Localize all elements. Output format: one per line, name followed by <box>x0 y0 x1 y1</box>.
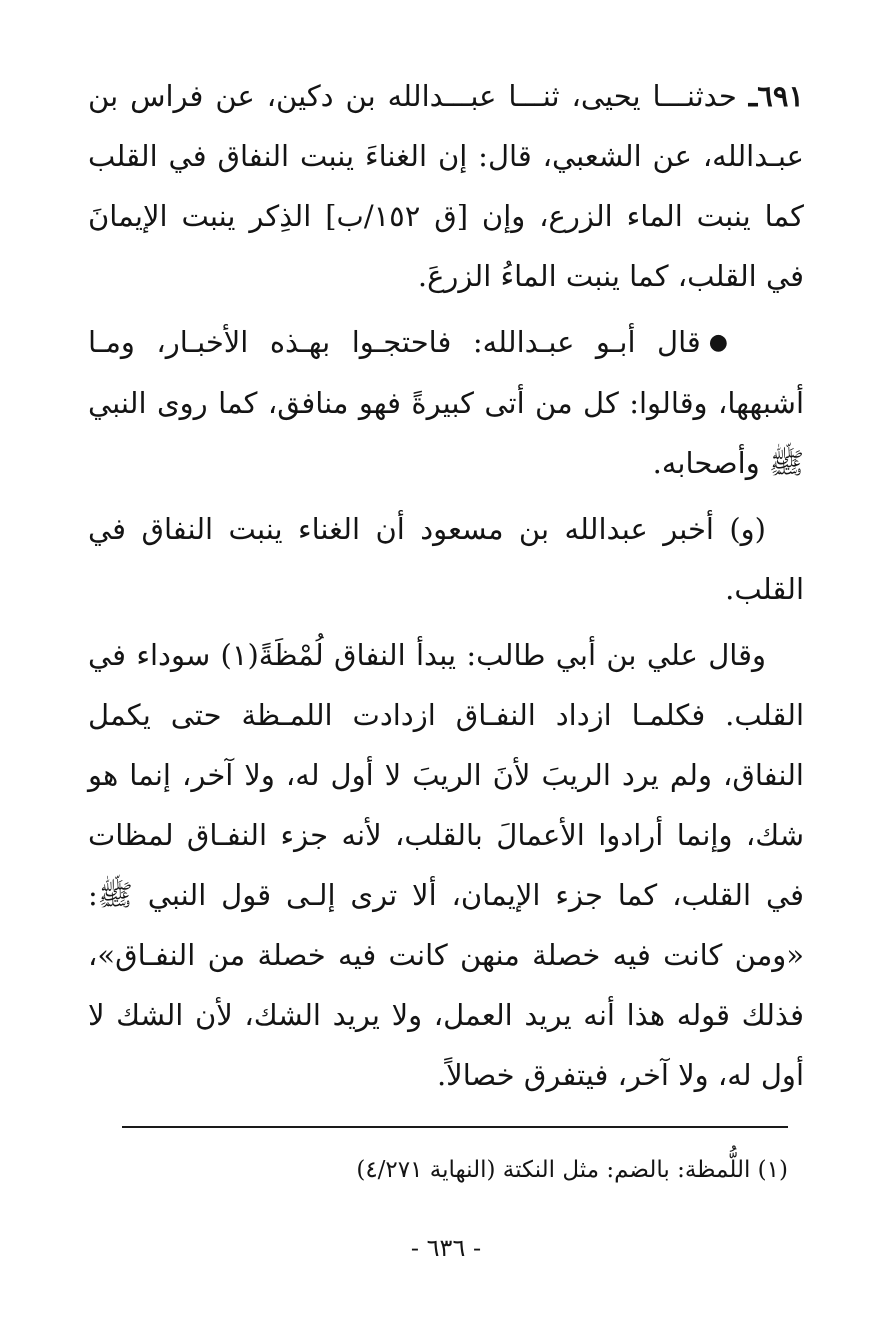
explanation-paragraph <box>88 625 804 1105</box>
narration-paragraph <box>88 499 804 619</box>
narration-text: (و) أخبر عبدالله بن مسعود أن الغناء ينبت النفاق في القلب. <box>88 512 804 606</box>
commentary-text: قال أبـو عبـدالله: فاحتجـوا بهـذه الأخبـار، ومـا أشبهها، وقالوا: كل من أتى كبيرةً فهو منافق، كما روى النبي ﷺ وأصحابه. <box>88 325 804 480</box>
footnote: (١) اللُّمظة: بالضم: مثل النكتة (النهاية ٤/٢٧١) <box>356 1157 788 1183</box>
hadith-text: حدثنـــا يحيى، ثنـــا عبـــدالله بن دكين، عن فراس بن عبـدالله، عن الشعبي، قال: إن الغناءَ ينبت النفاق في القلب كما ينبت الماء الزرع، وإن [ق ١٥٢/ب] الذِكر ينبت الإيمانَ في القلب، كما ينبت الماءُ الزرعَ. <box>88 79 804 293</box>
main-text <box>88 66 804 1105</box>
bullet-icon: ● <box>708 330 728 355</box>
page-number: - ٦٣٦ - <box>410 1234 482 1262</box>
hadith-paragraph <box>88 66 804 306</box>
explanation-text: وقال علي بن أبي طالب: يبدأ النفاق لُمْظَةً(١) سوداء في القلب. فكلمـا ازداد النفـاق ازدادت اللمـظة حتى يكمل النفاق، ولم يرد الريبَ لأنَ الريبَ لا أول له، ولا آخر، إنما هو شك، وإنما أرادوا الأعمالَ بالقلب، لأنه جزء النفـاق لمظات في القلب، كما جزء الإيمان، ألا ترى إلـى قول النبي ﷺ: «ومن كانت فيه خصلة منهن كانت فيه خصلة من النفـاق»، فذلك قوله هذا أنه يريد العمل، ولا يريد الشك، لأن الشك لا أول له، ولا آخر، فيتفرق خصالاً. <box>88 638 804 1092</box>
hadith-number: ٦٩١ـ <box>748 79 804 113</box>
commentary-paragraph <box>88 312 804 493</box>
footnote-separator <box>122 1126 788 1128</box>
